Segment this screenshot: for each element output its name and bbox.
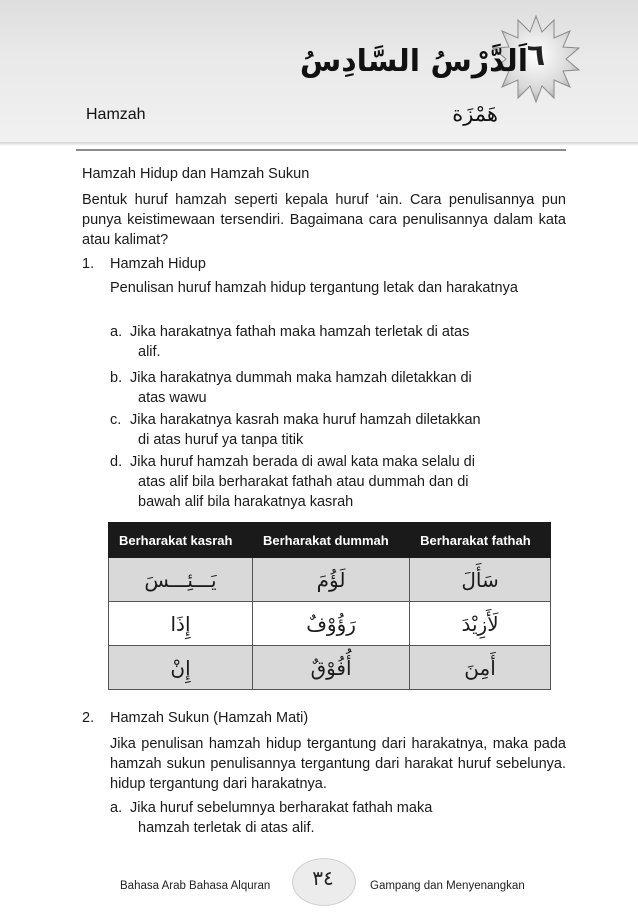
table-cell: سَأَلَ	[410, 558, 551, 602]
sub-item-text-cont: hamzah terletak di atas alif.	[138, 820, 315, 836]
item-2-number: 2.	[82, 710, 95, 726]
intro-paragraph: Bentuk huruf hamzah seperti kepala huruf ‘ain. Cara penulisannya pun punya keistimewaan tersendiri. Bagaimana cara penulisannya dalam kata atau kalimat?	[82, 192, 566, 248]
sub-item-text: Jika huruf sebelumnya berharakat fathah maka	[130, 800, 433, 816]
footer-left-text: Bahasa Arab Bahasa Alquran	[120, 880, 271, 892]
sub-item-label: a.	[110, 324, 123, 340]
table-header-row	[109, 523, 551, 558]
footer-right-text: Gampang dan Menyenangkan	[370, 880, 525, 892]
sub-item-text-cont: bawah alif bila harakatnya kasrah	[138, 494, 354, 510]
table-cell: لَأَزِيْدَ	[410, 602, 551, 646]
sub-item-label: d.	[110, 454, 123, 470]
table-row	[109, 558, 551, 602]
table-cell: يَـــئِـــسَ	[109, 558, 253, 602]
hamzah-table	[108, 522, 551, 690]
sub-item-text-cont: atas alif bila berharakat fathah atau dummah dan di	[138, 474, 469, 490]
header-divider	[76, 149, 566, 151]
arabic-lesson-title: اَلدَّرْسُ السَّادِسُ	[299, 44, 528, 79]
table-cell: أُفُوْقٌ	[253, 646, 410, 690]
sub-item-text: Jika harakatnya kasrah maka huruf hamzah diletakkan	[130, 412, 481, 428]
table-cell: إِذَا	[109, 602, 253, 646]
sub-item-label: c.	[110, 412, 122, 428]
item-1-title: Hamzah Hidup	[110, 256, 206, 272]
sub-item-text: Jika huruf hamzah berada di awal kata maka selalu di	[130, 454, 475, 470]
column-header-fathah: Berharakat fathah	[410, 523, 551, 558]
table-cell: أَمِنَ	[410, 646, 551, 690]
table-cell: لَؤُمَ	[253, 558, 410, 602]
column-header-dummah: Berharakat dummah	[253, 523, 410, 558]
header-shadow	[0, 142, 638, 146]
item-1-number: 1.	[82, 256, 95, 272]
sub-item-label: b.	[110, 370, 123, 386]
sub-item-label: a.	[110, 800, 123, 816]
item-2-text: Jika penulisan hamzah hidup tergantung dari harakatnya, maka pada hamzah sukun penulisannya tergantung dari harakat huruf sebelunya. hidup tergantung dari harakatnya.	[110, 736, 566, 792]
page-number: ٣٤	[312, 866, 334, 890]
table-cell: إِنْ	[109, 646, 253, 690]
sub-item-text-cont: di atas huruf ya tanpa titik	[138, 432, 304, 448]
sub-item-text: Jika harakatnya fathah maka hamzah terletak di atas	[130, 324, 470, 340]
lesson-number: ٦	[526, 38, 546, 73]
table-row	[109, 602, 551, 646]
sub-item-text-cont: atas wawu	[138, 390, 207, 406]
sub-item-text-cont: alif.	[138, 344, 161, 360]
item-2-title: Hamzah Sukun (Hamzah Mati)	[110, 710, 309, 726]
sub-item-text: Jika harakatnya dummah maka hamzah diletakkan di	[130, 370, 472, 386]
section-heading: Hamzah Hidup dan Hamzah Sukun	[82, 166, 310, 182]
item-1-text: Penulisan huruf hamzah hidup tergantung letak dan harakatnya	[110, 280, 518, 296]
column-header-kasrah: Berharakat kasrah	[109, 523, 253, 558]
table-cell: رَؤُوْفٌ	[253, 602, 410, 646]
chapter-title: Hamzah	[86, 106, 146, 123]
arabic-chapter-subtitle: هَمْزَة	[452, 102, 498, 126]
table-row	[109, 646, 551, 690]
